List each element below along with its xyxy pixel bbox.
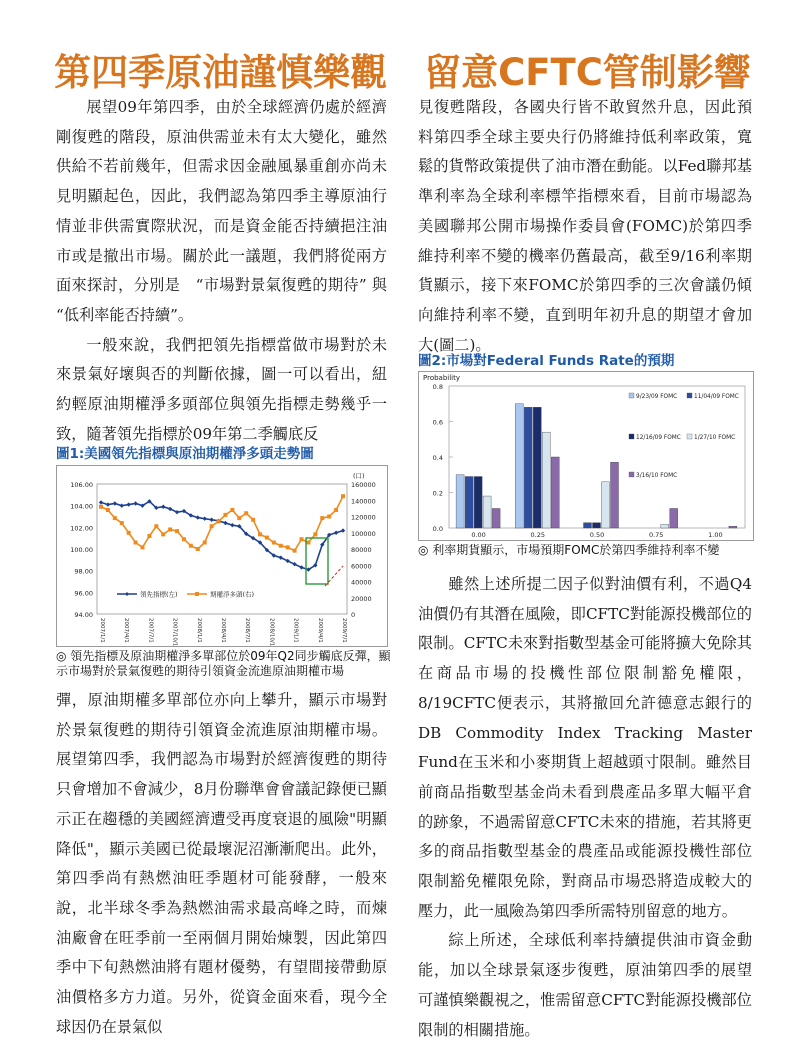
left-column-bottom bbox=[56, 686, 387, 1042]
fig1-point bbox=[161, 532, 165, 536]
fig1-point bbox=[154, 524, 158, 528]
fig1-x-tick-label: 2009/1/1 bbox=[292, 618, 299, 643]
fig1-legend-marker bbox=[125, 592, 129, 596]
fig1-y-tick-label: 106.00 bbox=[70, 481, 93, 489]
fig1-point bbox=[106, 508, 110, 512]
fig2-y-tick-label: 0.2 bbox=[432, 489, 443, 498]
fig2-bar bbox=[456, 475, 464, 528]
fig1-y-tick-label: 104.00 bbox=[70, 502, 93, 511]
fig1-point bbox=[134, 541, 138, 545]
fig1-x-tick-label: 2008/10/1 bbox=[268, 618, 275, 646]
fig1-y2-tick-label: 80000 bbox=[351, 546, 372, 554]
fig1-point bbox=[127, 531, 131, 535]
figure1-svg bbox=[57, 466, 387, 646]
fig1-point bbox=[99, 505, 103, 509]
fig2-legend-label: 11/04/09 FOMC bbox=[694, 394, 739, 400]
fig1-point bbox=[133, 501, 137, 505]
fig1-point bbox=[334, 508, 338, 512]
fig2-bar bbox=[551, 457, 559, 528]
fig1-y2-tick-label: 100000 bbox=[351, 529, 376, 538]
fig1-point bbox=[217, 519, 221, 523]
fig1-x-tick-label: 2009/7/1 bbox=[341, 618, 347, 643]
fig2-bar bbox=[542, 432, 550, 528]
fig1-point bbox=[300, 537, 304, 541]
fig1-point bbox=[320, 516, 324, 520]
fig1-point bbox=[147, 534, 151, 538]
fig1-point bbox=[306, 541, 310, 545]
fig1-point bbox=[120, 503, 124, 507]
fig1-x-tick-label: 2008/1/1 bbox=[195, 618, 202, 643]
fig1-y-tick-label: 94.00 bbox=[74, 611, 93, 619]
figure2-svg bbox=[419, 372, 753, 540]
fig1-x-tick-label: 2007/1/1 bbox=[99, 618, 105, 643]
fig2-bar bbox=[465, 477, 473, 528]
fig2-bar bbox=[524, 407, 532, 528]
left-paragraph-3: 彈，原油期權多單部位亦向上攀升，顯示市場對於景氣復甦的期待引領資金流進原油期權市場。展望第四季，我們認為市場對於經濟復甦的期待只會增加不會減少，8月份聯準會會議記錄便已顯示正在趨穩的美國經濟遭受再度衰退的風險"明顯降低"，顯示美國已從最壞泥沼漸漸爬出。此外，第四季尚有熱燃油旺季題材可能發酵，一般來說，北半球冬季為熱燃油需求最高峰之時，而煉油廠會在旺季前一至兩個月開始煉製，因此第四季中下旬熱燃油將有題材優勢，有望間接帶動原油價格多方力道。另外，從資金面來看，現今全球因仍在景氣似 bbox=[56, 691, 387, 1036]
fig1-point bbox=[113, 516, 117, 520]
fig1-point bbox=[196, 515, 200, 519]
fig1-point bbox=[189, 544, 193, 548]
fig1-y-tick-label: 100.00 bbox=[70, 546, 93, 554]
fig2-bar bbox=[661, 524, 669, 528]
fig1-point bbox=[313, 532, 317, 536]
fig1-series-line bbox=[101, 501, 343, 569]
fig1-point bbox=[196, 547, 200, 551]
fig1-point bbox=[286, 545, 290, 549]
fig1-y-tick-label: 96.00 bbox=[74, 589, 93, 598]
fig1-point bbox=[106, 502, 110, 506]
fig1-point bbox=[293, 549, 297, 553]
fig1-point bbox=[244, 511, 248, 515]
fig2-legend-swatch bbox=[629, 393, 634, 398]
fig2-legend-swatch bbox=[629, 434, 634, 439]
fig1-point bbox=[341, 494, 345, 498]
fig2-x-tick-label: 0.75 bbox=[648, 531, 664, 539]
left-column-top bbox=[56, 93, 387, 449]
fig2-y-tick-label: 0.8 bbox=[432, 383, 443, 391]
fig1-legend-label: 領先指標(左) bbox=[140, 590, 178, 599]
figure2-caption: ◎ 利率期貨顯示，市場預期FOMC於第四季維持利率不變 bbox=[418, 543, 720, 557]
fig1-point bbox=[113, 501, 117, 505]
fig1-point bbox=[272, 541, 276, 545]
figure2-title: 圖2:市場對Federal Funds Rate的預期 bbox=[418, 353, 675, 369]
figure1-caption: ◎ 領先指標及原油期權淨多單部位於09年Q2同步觸底反彈，顯示市場對於景氣復甦的期待引領資金流進原油期權市場 bbox=[56, 649, 391, 678]
fig1-point bbox=[230, 523, 234, 527]
fig1-point bbox=[175, 529, 179, 533]
fig2-bar bbox=[611, 462, 619, 528]
fig2-bar bbox=[729, 526, 737, 528]
fig1-point bbox=[258, 532, 262, 536]
fig2-legend-label: 12/16/09 FOMC bbox=[636, 435, 681, 441]
right-paragraph-2: 雖然上述所提二因子似對油價有利，不過Q4油價仍有其潛在風險，即CFTC對能源投機部位的限制。CFTC未來對指數型基金可能將擴大免除其在商品市場的投機性部位限制豁免權限，8/19CFTC便表示，其將撤回允許德意志銀行的DB Commodity Index Tracking Master Fund在玉米和小麥期貨上超越頭寸限制。雖然目前商品指數型基金尚未看到農產品多單大幅平倉的跡象，不過需留意CFTC未來的措施，若其將更多的商品指數型基金的農產品或能源投機性部位限制豁免權限免除，對商品市場恐將造成較大的壓力，此一風險為第四季所需特別留意的地方。 bbox=[418, 575, 752, 920]
fig2-x-tick-label: 1.00 bbox=[708, 531, 723, 539]
fig1-point bbox=[203, 541, 207, 545]
right-column-bottom bbox=[418, 570, 752, 1045]
fig2-bar bbox=[670, 508, 678, 528]
fig1-y2-tick-label: 0 bbox=[351, 611, 356, 619]
fig1-point bbox=[223, 521, 227, 525]
fig2-legend-label: 1/27/10 FOMC bbox=[694, 435, 736, 441]
fig2-legend-label: 3/16/10 FOMC bbox=[636, 473, 678, 479]
fig1-x-tick-label: 2007/4/1 bbox=[123, 618, 130, 643]
right-column-top bbox=[418, 93, 752, 360]
fig1-legend-marker bbox=[195, 592, 199, 596]
fig1-point bbox=[168, 528, 172, 532]
fig2-bar bbox=[474, 477, 482, 528]
fig1-point bbox=[99, 500, 103, 504]
fig1-point bbox=[341, 528, 345, 532]
fig1-point bbox=[327, 515, 331, 519]
fig1-point bbox=[237, 516, 241, 520]
fig1-y2-tick-label: 120000 bbox=[351, 513, 376, 522]
fig2-y-tick-label: 0.6 bbox=[432, 418, 443, 427]
fig1-point bbox=[182, 537, 186, 541]
fig1-y-tick-label: 98.00 bbox=[74, 567, 93, 576]
fig2-legend-label: 9/23/09 FOMC bbox=[636, 394, 678, 400]
figure1-title: 圖1:美國領先指標與原油期權淨多頭走勢圖 bbox=[56, 446, 314, 462]
fig1-point bbox=[334, 531, 338, 535]
left-paragraph-1: 展望09年第四季，由於全球經濟仍處於經濟剛復甦的階段，原油供需並未有太大變化，雖然供給不若前幾年，但需求因金融風暴重創亦尚未見明顯起色，因此，我們認為第四季主導原油行情並非供需實際狀況，而是資金能否持續挹注油市或是撤出市場。關於此一議題，我們將從兩方面來探討，分別是 “市場對景氣復甦的期待” 與 “低利率能否持續”。 bbox=[56, 98, 387, 324]
fig2-bar bbox=[533, 407, 541, 528]
fig2-bar bbox=[584, 523, 592, 528]
fig1-x-tick-label: 2008/4/1 bbox=[220, 618, 226, 643]
fig1-x-tick-label: 2009/4/1 bbox=[316, 618, 323, 643]
headline: 第四季原油謹慎樂觀 留意CFTC管制影響 bbox=[54, 51, 751, 94]
fig1-point bbox=[279, 544, 283, 548]
fig1-y2-tick-label: 60000 bbox=[351, 562, 372, 571]
fig2-bar bbox=[593, 523, 601, 528]
fig2-y-label: Probability bbox=[423, 374, 461, 382]
fig1-point bbox=[161, 505, 165, 509]
fig2-x-tick-label: 0.00 bbox=[471, 531, 486, 539]
fig2-x-tick-label: 0.50 bbox=[589, 531, 605, 539]
fig1-y2-tick-label: 160000 bbox=[351, 481, 376, 489]
fig1-point bbox=[140, 545, 144, 549]
fig1-x-tick-label: 2008/7/1 bbox=[244, 618, 251, 643]
fig1-point bbox=[210, 524, 214, 528]
fig1-point bbox=[209, 518, 213, 522]
figure1-chart bbox=[56, 465, 388, 647]
fig2-plot-area bbox=[449, 386, 745, 528]
right-paragraph-1: 見復甦階段，各國央行皆不敢貿然升息，因此預料第四季全球主要央行仍將維持低利率政策，寬鬆的貨幣政策提供了油市潛在動能。以Fed聯邦基準利率為全球利率標竿指標來看，目前市場認為美國聯邦公開市場操作委員會(FOMC)於第四季維持利率不變的機率仍舊最高，截至9/16利率期貨顯示，接下來FOMC於第四季的三次會議仍傾向維持利率不變，直到明年初升息的期望才會加大(圖二)。 bbox=[418, 98, 752, 354]
fig2-bar bbox=[602, 482, 610, 528]
fig2-y-tick-label: 0.0 bbox=[432, 525, 443, 533]
fig1-point bbox=[120, 521, 124, 525]
fig2-bar bbox=[492, 508, 500, 528]
fig2-legend-swatch bbox=[687, 393, 692, 398]
fig2-x-tick-label: 0.25 bbox=[530, 531, 546, 539]
fig1-point bbox=[223, 513, 227, 517]
fig1-y2-tick-label: 140000 bbox=[351, 497, 376, 506]
fig2-bar bbox=[515, 404, 523, 528]
fig1-x-tick-label: 2007/10/1 bbox=[171, 618, 178, 646]
fig1-point bbox=[251, 518, 255, 522]
fig1-legend-label: 期權淨多頭(右) bbox=[210, 590, 255, 599]
left-paragraph-2: 一般來說，我們把領先指標當做市場對於未來景氣好壞與否的判斷依據，圖一可以看出，紐約輕原油期權淨多頭部位與領先指標走勢幾乎一致，隨著領先指標於09年第二季觸底反 bbox=[56, 335, 387, 443]
fig1-y2-tick-label: 40000 bbox=[351, 578, 372, 587]
fig1-point bbox=[203, 516, 207, 520]
fig1-y2-unit: (口) bbox=[353, 472, 365, 480]
fig2-legend-swatch bbox=[687, 434, 692, 439]
fig1-y-tick-label: 102.00 bbox=[70, 524, 93, 533]
fig2-bar bbox=[483, 496, 491, 528]
right-paragraph-3: 綜上所述，全球低利率持續提供油市資金動能，加以全球景氣逐步復甦，原油第四季的展望可謹慎樂觀視之，惟需留意CFTC對能源投機部位限制的相關措施。 bbox=[418, 931, 752, 1039]
fig1-point bbox=[230, 508, 234, 512]
figure2-chart bbox=[418, 371, 754, 541]
fig2-y-tick-label: 0.4 bbox=[432, 454, 443, 462]
fig1-point bbox=[265, 536, 269, 540]
fig2-legend-swatch bbox=[629, 472, 634, 477]
fig1-x-tick-label: 2007/7/1 bbox=[147, 618, 154, 643]
fig1-y2-tick-label: 20000 bbox=[351, 594, 372, 603]
fig1-point bbox=[126, 502, 130, 506]
